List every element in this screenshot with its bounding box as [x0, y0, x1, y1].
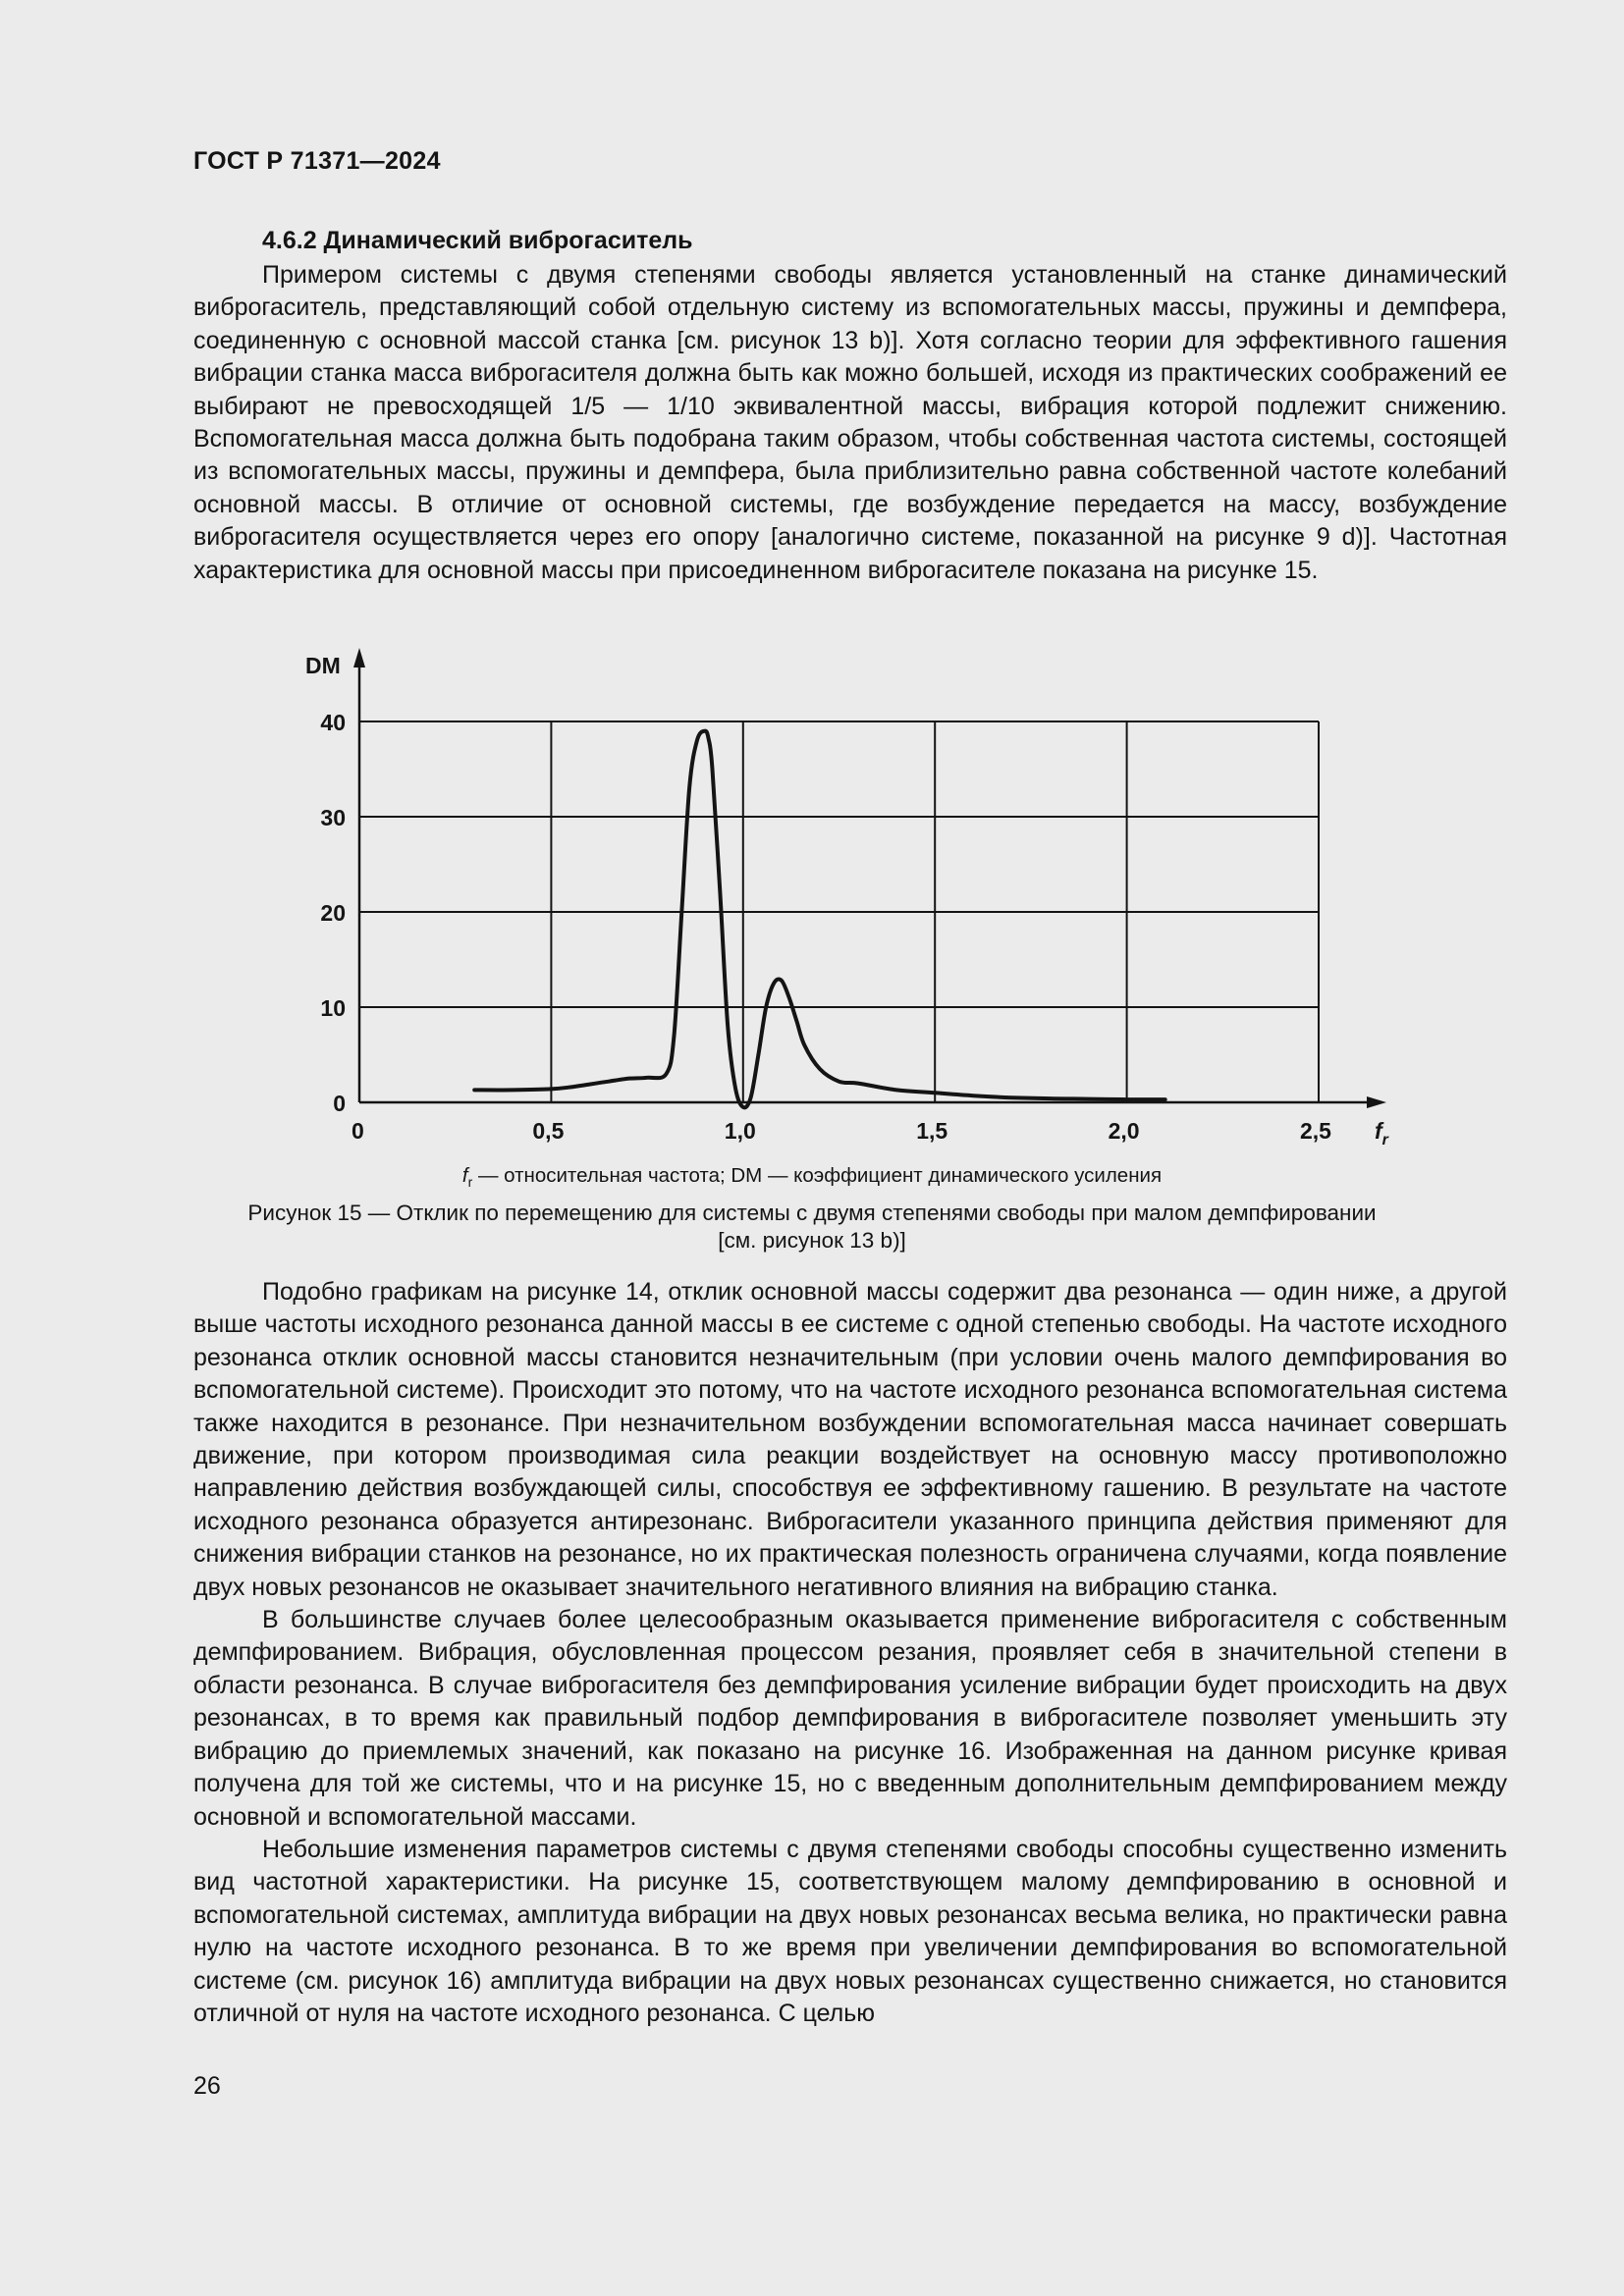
body-text [193, 1276, 1507, 2030]
x-axis-label-subscript: r [1381, 1132, 1388, 1148]
chart-series [474, 731, 1164, 1108]
y-tick-label: 40 [320, 710, 346, 735]
y-axis-arrow [353, 648, 365, 667]
x-tick-label: 0,5 [532, 1118, 565, 1144]
legend-subscript: r [467, 1174, 473, 1191]
paragraph: Небольшие изменения параметров системы с двумя степенями свободы способны существенно изменить вид частотной характеристики. На рисунке 15, соответствующем малому демпфированию в основной и вспомогательной системах, амплитуда вибрации на двух новых резонансах весьма велика, но практически равна нулю на частоте исходного резонанса. В то же время при увеличении демпфирования во вспомогательной системе (см. рисунок 16) амплитуда вибрации на двух новых резонансах существенно снижается, но становится отличной от нуля на частоте исходного резонанса. С целью [193, 1835, 1507, 2027]
chart-axes [305, 648, 1389, 1148]
page-number: 26 [193, 2072, 221, 2100]
caption-line: [см. рисунок 13 b)] [718, 1228, 906, 1253]
paragraph: В большинстве случаев более целесообразным оказывается применение виброгасителя с собственным демпфированием. Вибрация, обусловленная процессом резания, проявляет себя в значительной степени в области резонанса. В случае виброгасителя без демпфирования усиление вибрации будет происходить на двух резонансах, в то время как правильный подбор демпфирования в виброгасителе позволяет уменьшить эту вибрацию до приемлемых значений, как показано на рисунке 16. Изображенная на данном рисунке кривая получена для той же системы, что и на рисунке 15, но с введенным дополнительным демпфированием между основной и вспомогательной массами. [193, 1606, 1507, 1831]
caption-line: Рисунок 15 — Отклик по перемещению для системы с двумя степенями свободы при малом демпфировании [247, 1201, 1377, 1225]
y-tick-label: 10 [320, 995, 346, 1021]
x-tick-label: 1,5 [916, 1118, 948, 1144]
paragraph: Примером системы с двумя степенями свободы является установленный на станке динамический виброгаситель, представляющий собой отдельную систему из вспомогательных массы, пружины и демпфера, соединенную с основной массой станка [см. рисунок 13 b)]. Хотя согласно теории для эффективного гашения вибрации станка масса виброгасителя должна быть как можно большей, исходя из практических соображений ее выбирают не превосходящей 1/5 — 1/10 эквивалентной массы, вибрация которой подлежит снижению. Вспомогательная масса должна быть подобрана таким образом, чтобы собственная частота системы, состоящей из вспомогательных массы, пружины и демпфера, была приблизительно равна собственной частоте колебаний основной массы. В отличие от основной системы, где возбуждение передается на массу, возбуждение виброгасителя осуществляется через его опору [аналогично системе, показанной на рисунке 9 d)]. Частотная характеристика для основной массы при присоединенном виброгасителе показана на рисунке 15. [193, 261, 1507, 584]
y-tick-label: 0 [333, 1091, 346, 1116]
section-title: 4.6.2 Динамический виброгаситель [262, 227, 693, 254]
document-header: ГОСТ Р 71371—2024 [193, 147, 441, 175]
paragraph: Подобно графикам на рисунке 14, отклик основной массы содержит два резонанса — один ниже, а другой выше частоты исходного резонанса данной массы в ее системе с одной степенью свободы. На частоте исходного резонанса отклик основной массы становится незначительным (при условии очень малого демпфирования во вспомогательной системе). Происходит это потому, что на частоте исходного резонанса вспомогательная система также находится в резонансе. При незначительном возбуждении вспомогательная масса начинает совершать движение, при котором производимая сила реакции воздействует на основную массу противоположно направлению действия возбуждающей силы, способствуя ее эффективному гашению. В результате на частоте исходного резонанса образуется антирезонанс. Виброгасители указанного принципа действия применяют для снижения вибрации станков на резонансе, но их практическая полезность ограничена случаями, когда появление двух новых резонансов не оказывает значительного негативного влияния на вибрацию станка. [193, 1278, 1507, 1601]
x-tick-label: 1,0 [724, 1118, 756, 1144]
series-line [474, 731, 1164, 1108]
figure-legend [0, 1164, 1624, 1190]
x-tick-label: 0 [352, 1118, 364, 1144]
x-axis-arrow [1367, 1096, 1386, 1108]
x-tick-label: 2,0 [1108, 1118, 1140, 1144]
figure-caption [196, 1200, 1428, 1255]
chart-tick-labels [320, 710, 1331, 1144]
x-tick-label: 2,5 [1300, 1118, 1331, 1144]
chart-grid [359, 721, 1319, 1102]
y-axis-label: DM [305, 653, 341, 678]
y-tick-label: 20 [320, 900, 346, 926]
legend-text: — относительная частота; DM — коэффициент динамического усиления [472, 1164, 1163, 1187]
legend-symbol: f [461, 1164, 468, 1187]
y-tick-label: 30 [320, 805, 346, 830]
x-axis-label: $f_r$ [1375, 1118, 1388, 1148]
